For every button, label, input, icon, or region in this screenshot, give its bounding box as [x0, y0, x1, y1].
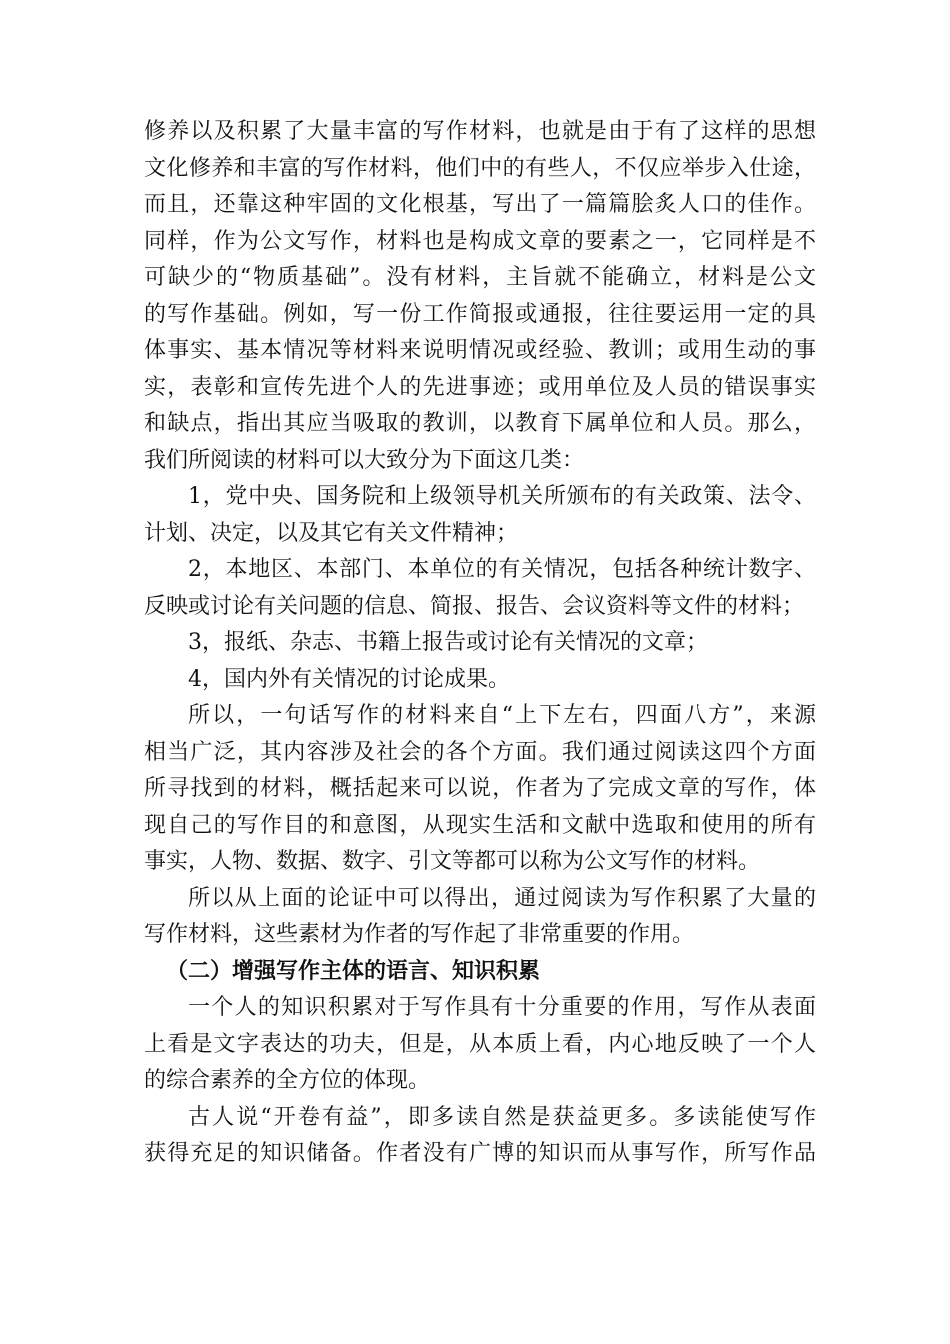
document-body — [144, 114, 816, 1173]
text-line: 一个人的知识积累对于写作具有十分重要的作用，写作从表面 — [188, 995, 816, 1020]
paragraph-continuation — [144, 114, 816, 479]
text-line: 所寻找到的材料，概括起来可以说，作者为了完成文章的写作，体 — [144, 776, 816, 801]
text-line: 事实，人物、数据、数字、引文等都可以称为公文写作的材料。 — [144, 849, 761, 874]
section-heading-text: （二）增强写作主体的语言、知识积累 — [166, 958, 541, 984]
text-line: 可缺少的“物质基础”。没有材料，主旨就不能确立，材料是公文 — [144, 265, 816, 290]
text-line: 1，党中央、国务院和上级领导机关所颁布的有关政策、法令、 — [188, 484, 816, 509]
text-line: 相当广泛，其内容涉及社会的各个方面。我们通过阅读这四个方面 — [144, 739, 816, 765]
text-line: 的综合素养的全方位的体现。 — [144, 1068, 431, 1093]
list-item-2 — [144, 552, 816, 625]
paragraph — [144, 698, 816, 881]
text-line: 而且，还靠这种牢固的文化根基，写出了一篇篇脍炙人口的佳作。 — [144, 192, 816, 217]
text-line: 反映或讨论有关问题的信息、简报、报告、会议资料等文件的材料； — [144, 593, 805, 619]
text-line: 和缺点，指出其应当吸取的教训，以教育下属单位和人员。那么， — [144, 411, 816, 436]
text-line: 古人说“开卷有益”，即多读自然是获益更多。多读能使写作 — [188, 1104, 816, 1130]
text-line: 上看是文字表达的功夫，但是，从本质上看，内心地反映了一个人 — [144, 1031, 816, 1057]
text-line: 现自己的写作目的和意图，从现实生活和文献中选取和使用的所有 — [144, 812, 816, 838]
paragraph — [144, 881, 816, 954]
paragraph — [144, 1100, 816, 1173]
text-line: 3，报纸、杂志、书籍上报告或讨论有关情况的文章； — [188, 630, 708, 655]
paragraph — [144, 990, 816, 1100]
text-line: 我们所阅读的材料可以大致分为下面这几类： — [144, 447, 585, 473]
list-item-1 — [144, 479, 816, 552]
text-line: 实，表彰和宣传先进个人的先进事迹；或用单位及人员的错误事实 — [144, 374, 816, 400]
text-line: 所以从上面的论证中可以得出，通过阅读为写作积累了大量的 — [188, 885, 816, 911]
text-line: 文化修养和丰富的写作材料，他们中的有些人，不仅应举步入仕途， — [144, 155, 816, 181]
text-line: 4，国内外有关情况的讨论成果。 — [188, 666, 510, 692]
text-line: 的写作基础。例如，写一份工作简报或通报，往往要运用一定的具 — [144, 301, 816, 327]
text-line: 2，本地区、本部门、本单位的有关情况，包括各种统计数字、 — [188, 557, 816, 582]
text-line: 写作材料，这些素材为作者的写作起了非常重要的作用。 — [144, 922, 695, 947]
section-heading — [144, 954, 816, 991]
text-line: 计划、决定，以及其它有关文件精神； — [144, 520, 519, 546]
text-line: 所以，一句话写作的材料来自“上下左右，四面八方”，来源 — [188, 703, 816, 728]
text-line: 同样，作为公文写作，材料也是构成文章的要素之一，它同样是不 — [144, 228, 816, 254]
text-line: 修养以及积累了大量丰富的写作材料，也就是由于有了这样的思想 — [144, 119, 816, 144]
text-line: 获得充足的知识储备。作者没有广博的知识而从事写作，所写作品 — [144, 1141, 816, 1166]
text-line: 体事实、基本情况等材料来说明情况或经验、教训；或用生动的事 — [144, 338, 816, 363]
list-item-4 — [144, 662, 816, 699]
list-item-3 — [144, 625, 816, 662]
